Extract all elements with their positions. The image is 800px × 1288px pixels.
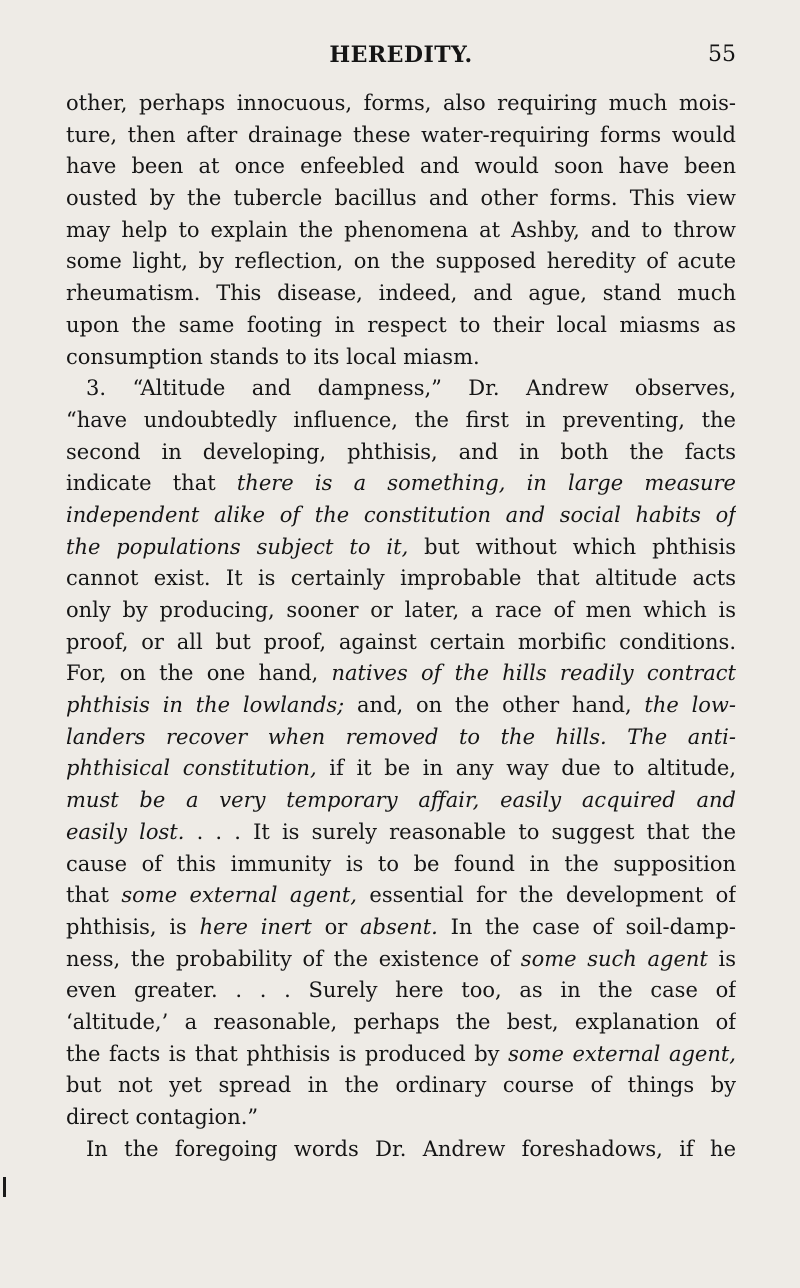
margin-mark — [3, 1177, 6, 1197]
italic-text: some external agent, — [508, 1041, 736, 1066]
text-segment: the facts is that phthisis is produced by — [66, 1041, 509, 1066]
text-line — [66, 975, 736, 1007]
text-segment: 3. “Altitude and dampness,” Dr. Andrew observes, — [86, 376, 736, 401]
italic-text: must be a very temporary affair, easily acquired and — [66, 788, 736, 813]
text-line — [66, 405, 736, 437]
text-line — [66, 151, 736, 183]
text-line — [66, 120, 736, 152]
text-segment: if it be in any way due to altitude, — [316, 756, 736, 781]
text-segment: have been at once enfeebled and would soon have been — [66, 154, 736, 179]
italic-text: some external agent, — [121, 883, 357, 908]
body-text — [66, 88, 736, 1165]
italic-text: landers recover when removed to the hills. The anti- — [66, 724, 736, 749]
text-segment: essential for the development of — [356, 883, 736, 908]
text-line — [66, 627, 736, 659]
text-line — [66, 500, 736, 532]
text-segment: In the foregoing words Dr. Andrew foreshadows, if he — [86, 1136, 736, 1161]
text-segment: phthisis, is — [66, 914, 200, 939]
text-segment: other, perhaps innocuous, forms, also requiring much mois- — [66, 91, 736, 115]
text-line — [66, 1039, 736, 1071]
text-segment: may help to explain the phenomena at Ashby, and to throw — [66, 217, 736, 242]
text-line — [66, 722, 736, 754]
text-segment: rheumatism. This disease, indeed, and ague, stand much — [66, 281, 736, 306]
text-segment: that — [66, 883, 122, 908]
text-line — [66, 310, 736, 342]
text-line — [66, 1102, 736, 1134]
text-segment: but not yet spread in the ordinary course of things by — [66, 1073, 736, 1098]
text-segment: consumption stands to its local miasm. — [66, 344, 480, 369]
running-head: HEREDITY. — [329, 42, 473, 68]
text-line — [66, 278, 736, 310]
text-segment: or — [311, 914, 361, 939]
text-line — [66, 880, 736, 912]
text-segment: In the case of soil-damp- — [437, 914, 736, 939]
text-line — [66, 753, 736, 785]
text-segment: proof, or all but proof, against certain morbific conditions. — [66, 629, 736, 654]
text-line — [66, 437, 736, 469]
text-segment: ture, then after drainage these water-requiring forms would — [66, 122, 736, 147]
italic-text: here inert — [199, 914, 312, 939]
italic-text: the low- — [644, 693, 736, 718]
text-segment: . . . It is surely reasonable to suggest that the — [184, 819, 736, 844]
text-line — [66, 944, 736, 976]
text-line — [66, 88, 736, 120]
text-segment: ‘altitude,’ a reasonable, perhaps the best, explanation of — [66, 1009, 736, 1034]
text-line — [66, 563, 736, 595]
text-line — [66, 595, 736, 627]
text-segment: “have undoubtedly influence, the first in preventing, the — [66, 407, 736, 432]
text-line — [66, 468, 736, 500]
text-segment: only by producing, sooner or later, a race of men which is — [66, 598, 736, 622]
italic-text: phthisis in the lowlands; — [66, 693, 345, 718]
italic-text: independent alike of the constitution and social habits of — [66, 502, 736, 527]
text-line — [66, 785, 736, 817]
text-segment: For, on the one hand, — [66, 661, 332, 686]
page-header — [66, 42, 736, 72]
text-segment: ousted by the tubercle bacillus and other forms. This view — [66, 186, 736, 211]
text-line — [66, 1007, 736, 1039]
italic-text: easily lost. — [66, 819, 185, 844]
italic-text: there is a something, in large measure — [236, 471, 736, 496]
text-line — [66, 183, 736, 215]
text-line — [66, 849, 736, 881]
text-line — [66, 912, 736, 944]
text-segment: second in developing, phthisis, and in both the facts — [66, 439, 736, 464]
text-line — [66, 532, 736, 564]
text-line — [66, 658, 736, 690]
text-line — [66, 1134, 736, 1166]
italic-text: absent. — [360, 914, 438, 939]
text-segment: ness, the probability of the existence of — [66, 946, 521, 971]
text-segment: is — [707, 946, 736, 971]
italic-text: natives of the hills readily contract — [331, 661, 736, 686]
text-line — [66, 690, 736, 722]
text-segment: even greater. . . . Surely here too, as in the case of — [66, 978, 736, 1003]
text-line — [66, 215, 736, 247]
page-number: 55 — [708, 42, 736, 67]
text-segment: cannot exist. It is certainly improbable that altitude acts — [66, 566, 736, 591]
text-segment: cause of this immunity is to be found in the supposition — [66, 851, 736, 876]
text-line — [66, 1070, 736, 1102]
text-line — [66, 342, 736, 374]
text-segment: but without which phthisis — [408, 534, 736, 559]
text-segment: some light, by reflection, on the supposed heredity of acute — [66, 249, 736, 274]
text-line — [66, 817, 736, 849]
text-segment: indicate that — [66, 471, 237, 496]
text-line — [66, 246, 736, 278]
italic-text: phthisical constitution, — [66, 756, 317, 781]
text-segment: upon the same footing in respect to their local miasms as — [66, 312, 736, 337]
italic-text: the populations subject to it, — [66, 534, 409, 559]
text-line — [66, 373, 736, 405]
italic-text: some such agent — [520, 946, 708, 971]
text-segment: direct contagion.” — [66, 1105, 259, 1129]
text-segment: and, on the other hand, — [344, 693, 645, 718]
